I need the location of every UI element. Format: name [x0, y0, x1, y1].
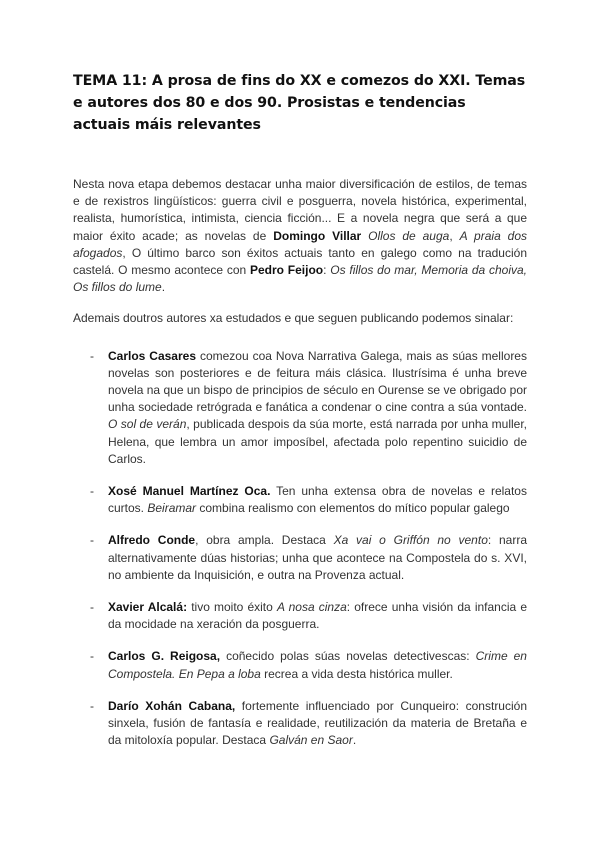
lead-paragraph: Ademais doutros autores xa estudados e que seguen publicando podemos sinalar:	[73, 311, 514, 326]
work-title: Crime en Compostela. En Pepa a loba	[108, 649, 527, 681]
works-pedro-feijoo: Os fillos do mar, Memoria da choiva, Os fillos do lume	[73, 263, 528, 295]
intro-text-6: .	[161, 280, 166, 295]
author-name: Xavier Alcalá:	[108, 600, 188, 615]
author-entry	[108, 532, 527, 584]
author-name: Carlos Casares	[108, 348, 196, 363]
list-bullet: -	[90, 484, 94, 499]
list-bullet: -	[90, 649, 94, 664]
list-item	[73, 532, 527, 584]
list-bullet: -	[90, 698, 94, 713]
intro-text-1: Nesta nova etapa debemos destacar unha maior diversificación de estilos, de temas e de rexistros lingüísticos: guerra civil e posguerra, novela histórica, experimental, realista, humorística, intimista, ciencia ficción... E a novela negra que será a que maior éxito acade; as novelas de	[73, 177, 527, 243]
entry-text: : ofrece unha visión da infancia e da mocidade na xeración da posguerra.	[108, 600, 527, 632]
author-entry	[108, 483, 527, 517]
author-name: Darío Xohán Cabana,	[108, 698, 236, 713]
author-entry	[108, 348, 527, 468]
author-pedro-feijoo: Pedro Feijoo	[250, 263, 324, 278]
list-item	[73, 483, 527, 517]
author-domingo-villar: Domingo Villar	[273, 228, 362, 243]
entry-text: : narra alternativamente dúas historias; unha que acontece na Compostela do s. XVI, no ambiente da Inquisición, e outra na Provenza actual.	[108, 533, 527, 582]
work-title: A nosa cinza	[276, 600, 347, 615]
author-entry	[108, 648, 527, 682]
list-item	[73, 698, 527, 750]
work-title: Beiramar	[147, 501, 197, 516]
intro-text-5: :	[323, 263, 331, 278]
entry-text: combina realismo con elementos do mítico popular galego	[196, 501, 510, 516]
entry-text: comezou coa Nova Narrativa Galega, mais as súas mellores novelas son posteriores e de feitura máis clásica. Ilustrísima é unha breve novela na que un bispo de principios de século en Ourense se ve obrigado por unha sociedade retrógrada e fanática a condenar o cine contra a súa vontade.	[108, 348, 527, 415]
entry-text: tivo moito éxito	[187, 600, 277, 615]
entry-text: .	[352, 733, 357, 748]
list-bullet: -	[90, 348, 94, 363]
work-a-praia-dos-afogados: A praia dos afogados	[73, 228, 527, 260]
list-item	[73, 599, 527, 633]
list-bullet: -	[90, 600, 94, 615]
entry-text: recrea a vida desta histórica muller.	[260, 666, 453, 681]
list-bullet: -	[90, 533, 94, 548]
author-name: Xosé Manuel Martínez Oca.	[108, 484, 271, 499]
intro-text-3: ,	[449, 228, 460, 243]
entry-text: fortemente influenciado por Cunqueiro: construción sinxela, fusión de fantasía e realidade, reutilización da materia de Bretaña e da mitoloxía popular. Destaca	[108, 698, 527, 748]
entry-text: coñecido polas súas novelas detectivescas:	[220, 649, 476, 664]
intro-paragraph	[73, 176, 527, 296]
author-name: Alfredo Conde	[108, 533, 196, 548]
list-item	[73, 648, 527, 682]
work-title: Galván en Saor	[269, 733, 353, 748]
author-entry	[108, 698, 527, 750]
author-entry	[108, 599, 527, 633]
author-name: Carlos G. Reigosa,	[108, 649, 221, 664]
entry-text: Ten unha extensa obra de novelas e relatos curtos.	[108, 484, 527, 516]
entry-text: , obra ampla. Destaca	[195, 533, 334, 548]
work-title: O sol de verán	[108, 417, 187, 432]
intro-text-4: , O último barco son éxitos actuais tanto en galego como na tradución castelá. O mesmo acontece con	[73, 245, 527, 278]
work-ollos-de-auga: Ollos de auga	[368, 228, 450, 243]
document-title: TEMA 11: A prosa de fins do XX e comezos do XXI. Temas e autores dos 80 e dos 90. Prosistas e tendencias actuais máis relevantes	[73, 73, 526, 133]
entry-text: , publicada despois da súa morte, está narrada por unha muller, Helena, que lembra un amor imposíbel, afectada polo repentino suicidio de Carlos.	[108, 417, 527, 466]
list-item	[73, 348, 527, 468]
work-title: Xa vai o Griffón no vento	[333, 533, 488, 548]
authors-list	[73, 348, 527, 750]
